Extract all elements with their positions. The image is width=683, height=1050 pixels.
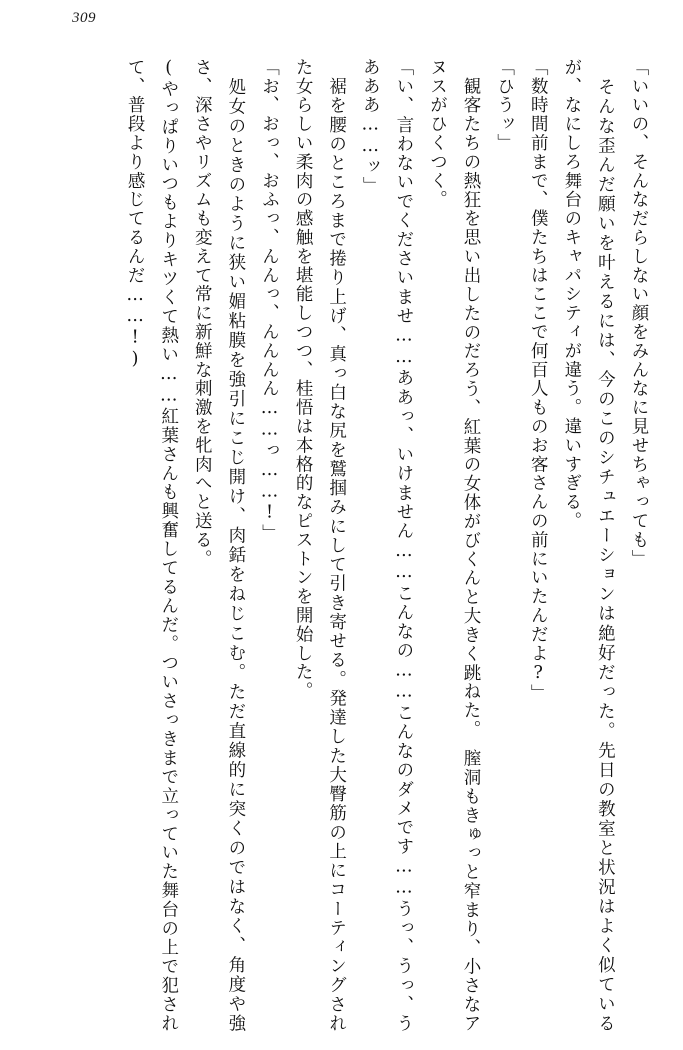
paragraph: 「お、おっ、おふっ、んんっ、んんんん……っ……!」 bbox=[259, 58, 280, 543]
paragraph: 処女のときのように狭い媚粘膜を強引にこじ開け、肉銛をねじこむ。ただ直線的に突くのではなく、角度や強さ、深さやリズムも変えて常に新鮮な刺激を牝肉へと送る。 bbox=[192, 58, 246, 1033]
page-body-text bbox=[30, 58, 655, 1033]
paragraph: 「い、言わないでくださいませ……ああっ、いけません……こんなの……こんなのダメです……うっ、うっ、うあああ……ッ」 bbox=[360, 58, 414, 1033]
page-number: 309 bbox=[72, 10, 96, 26]
paragraph: (やっぱりいつもよりキツくて熱い……紅葉さんも興奮してるんだ。ついさっきまで立っていた舞台の上で犯されて、普段より感じてるんだ……!) bbox=[125, 58, 179, 1033]
paragraph: 観客たちの熱狂を思い出したのだろう、紅葉の女体がびくんと大きく跳ねた。 膣洞もきゅっと窄まり、小さなアヌスがひくつく。 bbox=[427, 58, 482, 1033]
paragraph: 「ひうッ」 bbox=[494, 58, 515, 153]
paragraph: そんな歪んだ願いを叶えるには、今のこのシチュエーションは絶好だった。先日の教室と状況はよく似ているが、なにしろ舞台のキャパシティが違う。違いすぎる。 bbox=[561, 58, 616, 1033]
paragraph: 「数時間前まで、僕たちはここで何百人ものお客さんの前にいたんだよ?」 bbox=[528, 58, 549, 704]
paragraph: 「いいの、そんなだらしない顔をみんなに見せちゃっても」 bbox=[629, 58, 649, 569]
paragraph: 裾を腰のところまで捲り上げ、真っ白な尻を鷲掴みにして引き寄せる。発達した大臀筋の上にコーティングされた女らしい柔肉の感触を堪能しつつ、桂悟は本格的なピストンを開始した。 bbox=[293, 58, 347, 1033]
